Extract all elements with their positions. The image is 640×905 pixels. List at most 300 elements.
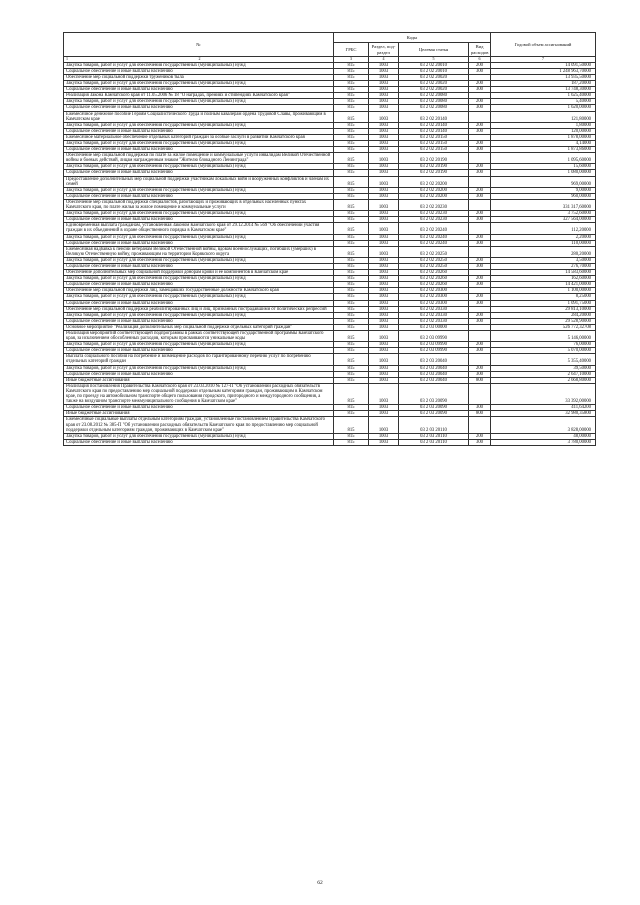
row-razdel: 1003 [369,331,399,342]
row-grbs: 815 [334,312,369,318]
row-volume: 1 625,40000 [491,93,596,99]
row-razdel: 1003 [369,134,399,140]
row-name: Иные бюджетные ассигнования [64,411,334,417]
row-name: Обеспечение дополнительных мер социальной поддержки донорам крови и ее компонентов в Камчатском крае [64,270,334,276]
row-volume: 276,70000 [491,263,596,269]
row-target-article: 03 2 02 20260 [399,276,469,282]
row-razdel: 1003 [369,324,399,330]
row-volume: 3 780,00000 [491,439,596,445]
row-razdel: 1003 [369,246,399,257]
row-target-article: 03 2 03 20040 [399,354,469,365]
table-row [64,417,596,433]
row-volume: 969,00000 [491,176,596,187]
header-volume: Годовой объем ассигнований [491,33,596,57]
row-volume: 121,80000 [491,111,596,122]
table-row [64,223,596,234]
row-volume: 29 528,90000 [491,318,596,324]
row-expense-type: 300 [469,263,491,269]
row-grbs: 815 [334,324,369,330]
row-name: Социальное обеспечение и иные выплаты населению [64,439,334,445]
row-name: Социальное обеспечение и иные выплаты населению [64,193,334,199]
row-target-article: 03 2 02 20190 [399,170,469,176]
row-razdel: 1003 [369,270,399,276]
row-razdel: 1003 [369,354,399,365]
row-target-article: 03 2 03 00000 [399,324,469,330]
row-target-article: 03 2 03 20040 [399,371,469,377]
row-grbs: 815 [334,81,369,87]
row-target-article: 03 2 02 20200 [399,187,469,193]
row-target-article: 03 2 02 20260 [399,282,469,288]
row-razdel: 1003 [369,300,399,306]
row-volume: 3 752,60000 [491,211,596,217]
row-target-article: 03 2 02 20300 [399,294,469,300]
row-target-article: 03 2 02 20140 [399,128,469,134]
row-expense-type [469,246,491,257]
row-razdel: 1003 [369,263,399,269]
row-grbs: 815 [334,193,369,199]
row-razdel: 1003 [369,377,399,383]
row-target-article: 03 2 02 20140 [399,122,469,128]
row-razdel: 1003 [369,348,399,354]
row-razdel: 1003 [369,99,399,105]
row-volume: 1 873,86000 [491,147,596,153]
row-grbs: 815 [334,282,369,288]
row-volume: 162,60000 [491,276,596,282]
row-target-article: 03 2 02 20200 [399,176,469,187]
table-row [64,439,596,445]
row-grbs: 815 [334,99,369,105]
row-volume: 32 980,35800 [491,411,596,417]
row-razdel: 1003 [369,211,399,217]
header-num: № [64,33,334,57]
row-razdel: 1003 [369,240,399,246]
row-grbs: 815 [334,263,369,269]
table-row [64,199,596,210]
row-grbs: 815 [334,199,369,210]
row-grbs: 815 [334,68,369,74]
row-target-article: 03 2 02 20300 [399,300,469,306]
row-expense-type: 200 [469,211,491,217]
row-name: Основное мероприятие "Реализация дополнительных мер социальной поддержки отдельных категорий граждан" [64,324,334,330]
row-volume: 14 583,60000 [491,270,596,276]
row-name: Закупка товаров, работ и услуг для обеспечения государственных (муниципальных) нужд [64,81,334,87]
row-target-article: 03 2 03 20090 [399,383,469,404]
row-expense-type [469,111,491,122]
row-expense-type: 800 [469,377,491,383]
row-name: Социальное обеспечение и иные выплаты населению [64,105,334,111]
header-cs: Целевая статья [399,43,469,57]
col-num-5: 5 [399,57,469,63]
row-grbs: 815 [334,294,369,300]
row-name: Ежемесячная надбавка к пенсии ветеранам Великой Отечественной войны, вдовам военнослужащих, погибших (умерших) в Великую Отечественную войну, проживающим на территории Корякского округа [64,246,334,257]
row-name: Обеспечение мер социальной поддержки тружеников тыла [64,74,334,80]
row-target-article: 03 2 02 20250 [399,263,469,269]
row-expense-type: 200 [469,62,491,68]
row-expense-type: 300 [469,147,491,153]
row-target-article: 03 2 02 20080 [399,105,469,111]
row-expense-type [469,417,491,433]
row-name: Социальное обеспечение и иные выплаты населению [64,87,334,93]
row-name: Реализация мероприятий соответствующей подпрограммы в рамках соответствующей государственной программы Камчатского края, за исключением обособленных расходов, которым присваиваются уникальные коды [64,331,334,342]
row-name: Социальное обеспечение и иные выплаты населению [64,405,334,411]
row-target-article: 03 2 02 20190 [399,153,469,164]
row-expense-type: 300 [469,240,491,246]
row-target-article: 03 2 02 20150 [399,147,469,153]
row-grbs: 815 [334,170,369,176]
row-razdel: 1003 [369,282,399,288]
table-header [64,33,596,63]
row-razdel: 1003 [369,81,399,87]
row-name: Закупка товаров, работ и услуг для обеспечения государственных (муниципальных) нужд [64,365,334,371]
row-volume: 1 091,75000 [491,300,596,306]
row-name: Закупка товаров, работ и услуг для обеспечения государственных (муниципальных) нужд [64,99,334,105]
row-razdel: 1003 [369,294,399,300]
row-grbs: 815 [334,411,369,417]
table-row [64,153,596,164]
row-grbs: 815 [334,187,369,193]
row-expense-type: 300 [469,193,491,199]
row-target-article: 03 2 03 20040 [399,365,469,371]
row-razdel: 1003 [369,371,399,377]
row-grbs: 815 [334,111,369,122]
row-grbs: 815 [334,342,369,348]
row-razdel: 1003 [369,105,399,111]
row-name: Закупка товаров, работ и услуг для обеспечения государственных (муниципальных) нужд [64,141,334,147]
row-razdel: 1003 [369,193,399,199]
row-target-article: 03 2 03 20110 [399,417,469,433]
row-grbs: 815 [334,377,369,383]
row-name: Иные бюджетные ассигнования [64,377,334,383]
row-name: Закупка товаров, работ и услуг для обеспечения государственных (муниципальных) нужд [64,257,334,263]
row-grbs: 815 [334,306,369,312]
row-target-article: 03 2 02 20080 [399,93,469,99]
col-num-3: 3 [334,57,369,63]
row-name: Обеспечение мер социальной поддержки специалистов, работающих и проживающих в отдельных населенных пунктах Камчатского края, по плате жилья за жилое помещение и коммунальные услуги [64,199,334,210]
row-name: Реализация Закона Камчатского края от 11.05.2006 № 18 "О наградах, премиях и стипендиях Камчатского края" [64,93,334,99]
row-name: Закупка товаров, работ и услуг для обеспечения государственных (муниципальных) нужд [64,342,334,348]
row-expense-type: 300 [469,371,491,377]
row-volume: 5,40000 [491,99,596,105]
row-expense-type [469,354,491,365]
row-razdel: 1003 [369,170,399,176]
row-target-article: 03 2 03 20090 [399,411,469,417]
row-expense-type: 300 [469,128,491,134]
header-razdel: Раздел, под-раздел [369,43,399,57]
row-volume: 2 668,80000 [491,377,596,383]
row-volume: 960,00000 [491,193,596,199]
row-razdel: 1003 [369,199,399,210]
row-name: Социальное обеспечение и иные выплаты населению [64,217,334,223]
row-name: Социальное обеспечение и иные выплаты населению [64,68,334,74]
row-razdel: 1003 [369,383,399,404]
row-name: Социальное обеспечение и иные выплаты населению [64,371,334,377]
row-grbs: 815 [334,331,369,342]
row-volume: 187,20000 [491,81,596,87]
row-volume: 4,14000 [491,141,596,147]
row-target-article: 03 2 03 09990 [399,348,469,354]
row-name: Реализация постановления Правительства Камчатского края от 23.03.2010 № 127-П "Об установлении расходных обязательств Камчатского края по предоставлению мер социальной поддержки отдельным категориям граждан, проживающим в Камчатском крае, по проезду на автомобильном транспорте общего пользования городского, пригородного и междугородного сообщения, а также на воздушном транспорте межмуниципального сообщения в Камчатском крае" [64,383,334,404]
row-grbs: 815 [334,246,369,257]
row-volume: 76,00000 [491,342,596,348]
col-num-6: 6 [469,57,491,63]
row-razdel: 1003 [369,93,399,99]
row-target-article: 03 2 02 20010 [399,62,469,68]
row-grbs: 815 [334,87,369,93]
budget-document [63,32,595,446]
row-grbs: 815 [334,153,369,164]
row-grbs: 815 [334,223,369,234]
row-volume: 14 421,00000 [491,282,596,288]
row-volume: 110,00000 [491,240,596,246]
col-num-7: 7 [491,57,596,63]
row-grbs: 815 [334,371,369,377]
row-target-article: 03 2 02 20330 [399,318,469,324]
row-razdel: 1003 [369,288,399,294]
row-volume: 327 564,00000 [491,217,596,223]
row-name: Социальное обеспечение и иные выплаты населению [64,300,334,306]
row-target-article: 03 2 02 20240 [399,234,469,240]
row-grbs: 815 [334,240,369,246]
row-volume: 411,64200 [491,405,596,411]
col-num-4: 4 [369,57,399,63]
row-razdel: 1003 [369,417,399,433]
row-volume: 2 647,10000 [491,371,596,377]
row-grbs: 815 [334,164,369,170]
row-volume: 2,20000 [491,234,596,240]
row-razdel: 1003 [369,312,399,318]
row-volume: 120,00000 [491,128,596,134]
page-number: 62 [317,880,323,886]
row-name: Социальное обеспечение и иные выплаты населению [64,263,334,269]
row-volume: 284,20000 [491,312,596,318]
row-grbs: 815 [334,383,369,404]
row-name: Социальное обеспечение и иные выплаты населению [64,147,334,153]
col-num-2: 1 2 [64,57,334,63]
row-grbs: 815 [334,417,369,433]
row-grbs: 815 [334,288,369,294]
row-razdel: 1003 [369,342,399,348]
row-razdel: 1003 [369,411,399,417]
row-volume: 1 080,00000 [491,170,596,176]
row-name: Закупка товаров, работ и услуг для обеспечения государственных (муниципальных) нужд [64,164,334,170]
row-grbs: 815 [334,217,369,223]
row-name: Закупка товаров, работ и услуг для обеспечения государственных (муниципальных) нужд [64,276,334,282]
row-expense-type: 200 [469,122,491,128]
row-razdel: 1003 [369,87,399,93]
row-name: Предоставление дополнительных мер социальной поддержки участникам локальных войн и вооруженных конфликтов и членам их семей [64,176,334,187]
row-volume: 8,25000 [491,294,596,300]
row-expense-type: 300 [469,348,491,354]
row-razdel: 1003 [369,74,399,80]
row-expense-type: 300 [469,217,491,223]
row-name: Социальное обеспечение и иные выплаты населению [64,170,334,176]
row-expense-type [469,176,491,187]
table-row [64,383,596,404]
row-target-article: 03 2 03 20040 [399,377,469,383]
row-volume: 526 772,32708 [491,324,596,330]
row-target-article: 03 2 02 20260 [399,270,469,276]
row-grbs: 815 [334,122,369,128]
row-grbs: 815 [334,211,369,217]
row-name: Социальное обеспечение и иные выплаты населению [64,128,334,134]
row-target-article: 03 2 03 20110 [399,433,469,439]
row-grbs: 815 [334,354,369,365]
row-razdel: 1003 [369,306,399,312]
row-razdel: 1003 [369,318,399,324]
row-name: Закупка товаров, работ и услуг для обеспечения государственных (муниципальных) нужд [64,62,334,68]
row-name: Социальное обеспечение и иные выплаты населению [64,282,334,288]
row-expense-type [469,383,491,404]
row-target-article: 03 2 02 20330 [399,306,469,312]
row-expense-type: 200 [469,81,491,87]
row-expense-type: 300 [469,318,491,324]
row-expense-type: 200 [469,257,491,263]
row-razdel: 1003 [369,439,399,445]
row-expense-type: 300 [469,439,491,445]
row-expense-type: 200 [469,187,491,193]
row-target-article: 03 2 02 20190 [399,164,469,170]
row-name: Социальное обеспечение и иные выплаты населению [64,240,334,246]
row-name: Закупка товаров, работ и услуг для обеспечения государственных (муниципальных) нужд [64,122,334,128]
row-target-article: 03 2 02 20020 [399,87,469,93]
row-expense-type: 200 [469,234,491,240]
row-volume: 3,50000 [491,257,596,263]
row-volume: 1 095,60000 [491,153,596,164]
row-target-article: 03 2 02 20230 [399,211,469,217]
row-grbs: 815 [334,93,369,99]
row-target-article: 03 2 03 09990 [399,331,469,342]
row-volume: 33 392,00000 [491,383,596,404]
row-razdel: 1003 [369,433,399,439]
row-target-article: 03 2 02 20150 [399,141,469,147]
row-grbs: 815 [334,257,369,263]
row-target-article: 03 2 02 20010 [399,68,469,74]
row-expense-type: 200 [469,433,491,439]
table-row [64,111,596,122]
row-name: Закупка товаров, работ и услуг для обеспечения государственных (муниципальных) нужд [64,294,334,300]
row-volume: 1,80000 [491,122,596,128]
row-target-article: 03 2 02 20020 [399,74,469,80]
row-razdel: 1003 [369,187,399,193]
row-target-article: 03 2 03 20110 [399,439,469,445]
budget-table [63,32,596,446]
row-volume: 1 248 963,70000 [491,68,596,74]
row-grbs: 815 [334,318,369,324]
table-body [64,62,596,445]
row-grbs: 815 [334,348,369,354]
row-grbs: 815 [334,128,369,134]
header-vid: Вид расходов [469,43,491,57]
row-grbs: 815 [334,105,369,111]
row-grbs: 815 [334,433,369,439]
row-expense-type: 300 [469,105,491,111]
row-expense-type: 300 [469,282,491,288]
row-expense-type [469,199,491,210]
row-grbs: 815 [334,141,369,147]
row-volume: 29 813,10000 [491,306,596,312]
row-name: Единовременная выплата гражданам, установленная Законом Камчатского края от 29.12.2014 № 569 "Об обеспечении участия граждан в их объединений в охране общественного порядка в Камчатском крае" [64,223,334,234]
row-name: Обеспечение мер социальной поддержки лиц, замещавших государственные должности Камчатского края [64,288,334,294]
row-target-article: 03 2 02 20080 [399,99,469,105]
row-expense-type: 200 [469,99,491,105]
row-target-article: 03 2 02 20330 [399,312,469,318]
row-razdel: 1003 [369,276,399,282]
row-target-article: 03 2 02 20200 [399,193,469,199]
row-volume: 39,50000 [491,365,596,371]
row-name: Обеспечение мер социальной поддержки реабилитированных лиц и лиц, признанных пострадавшими от политических репрессий [64,306,334,312]
row-volume: 15,60000 [491,164,596,170]
row-razdel: 1003 [369,365,399,371]
row-volume: 331 317,60000 [491,199,596,210]
row-name: Обеспечение мер социальной поддержки по плате за жилое помещение и коммунальные услуги инвалидам Великой Отечественной войны и боевых действий, лицам награжденным знаком "Жителю блокадного Ленинграда" [64,153,334,164]
row-target-article: 03 2 03 09990 [399,342,469,348]
table-row [64,331,596,342]
row-target-article: 03 2 02 20250 [399,246,469,257]
row-razdel: 1003 [369,234,399,240]
row-expense-type [469,331,491,342]
row-volume: 5 146,00000 [491,331,596,342]
row-target-article: 03 2 02 20240 [399,240,469,246]
row-volume: 5 355,40000 [491,354,596,365]
row-name: Закупка товаров, работ и услуг для обеспечения государственных (муниципальных) нужд [64,187,334,193]
row-grbs: 815 [334,405,369,411]
row-razdel: 1003 [369,257,399,263]
row-target-article: 03 2 02 20140 [399,111,469,122]
table-row [64,354,596,365]
row-razdel: 1003 [369,164,399,170]
row-razdel: 1003 [369,128,399,134]
row-name: Социальное обеспечение и иные выплаты населению [64,318,334,324]
row-grbs: 815 [334,276,369,282]
row-volume: 1 620,00000 [491,105,596,111]
row-razdel: 1003 [369,122,399,128]
row-expense-type: 200 [469,164,491,170]
row-target-article: 03 2 02 20240 [399,223,469,234]
row-grbs: 815 [334,134,369,140]
row-target-article: 03 2 02 20300 [399,288,469,294]
row-expense-type: 200 [469,342,491,348]
row-razdel: 1003 [369,223,399,234]
row-grbs: 815 [334,300,369,306]
row-volume: 14 091,50000 [491,62,596,68]
row-name: Социальное обеспечение и иные выплаты населению [64,348,334,354]
row-razdel: 1003 [369,153,399,164]
row-target-article: 03 2 02 20250 [399,257,469,263]
row-volume: 5 070,00000 [491,348,596,354]
row-razdel: 1003 [369,176,399,187]
row-name: Закупка товаров, работ и услуг для обеспечения государственных (муниципальных) нужд [64,211,334,217]
header-grbs: ГРБС [334,43,369,57]
row-grbs: 815 [334,176,369,187]
header-codes: Коды [334,33,491,43]
row-expense-type: 200 [469,276,491,282]
row-target-article: 03 2 03 20090 [399,405,469,411]
row-volume: 1 878,00000 [491,134,596,140]
row-name: Выплата социального пособия на погребение и возмещение расходов по гарантированному перечню услуг по погребению отдельных категорий граждан [64,354,334,365]
row-volume: 1 100,00000 [491,288,596,294]
row-expense-type [469,223,491,234]
row-razdel: 1003 [369,62,399,68]
row-grbs: 815 [334,439,369,445]
row-expense-type: 300 [469,170,491,176]
row-expense-type: 800 [469,411,491,417]
row-expense-type: 300 [469,68,491,74]
row-volume: 13 748,30000 [491,87,596,93]
row-name: Ежемесячное материальное обеспечение отдельных категорий граждан за особые заслуги в развитии Камчатского края [64,134,334,140]
row-target-article: 03 2 02 20150 [399,134,469,140]
row-expense-type: 300 [469,300,491,306]
row-name: Закупка товаров, работ и услуг для обеспечения государственных (муниципальных) нужд [64,234,334,240]
